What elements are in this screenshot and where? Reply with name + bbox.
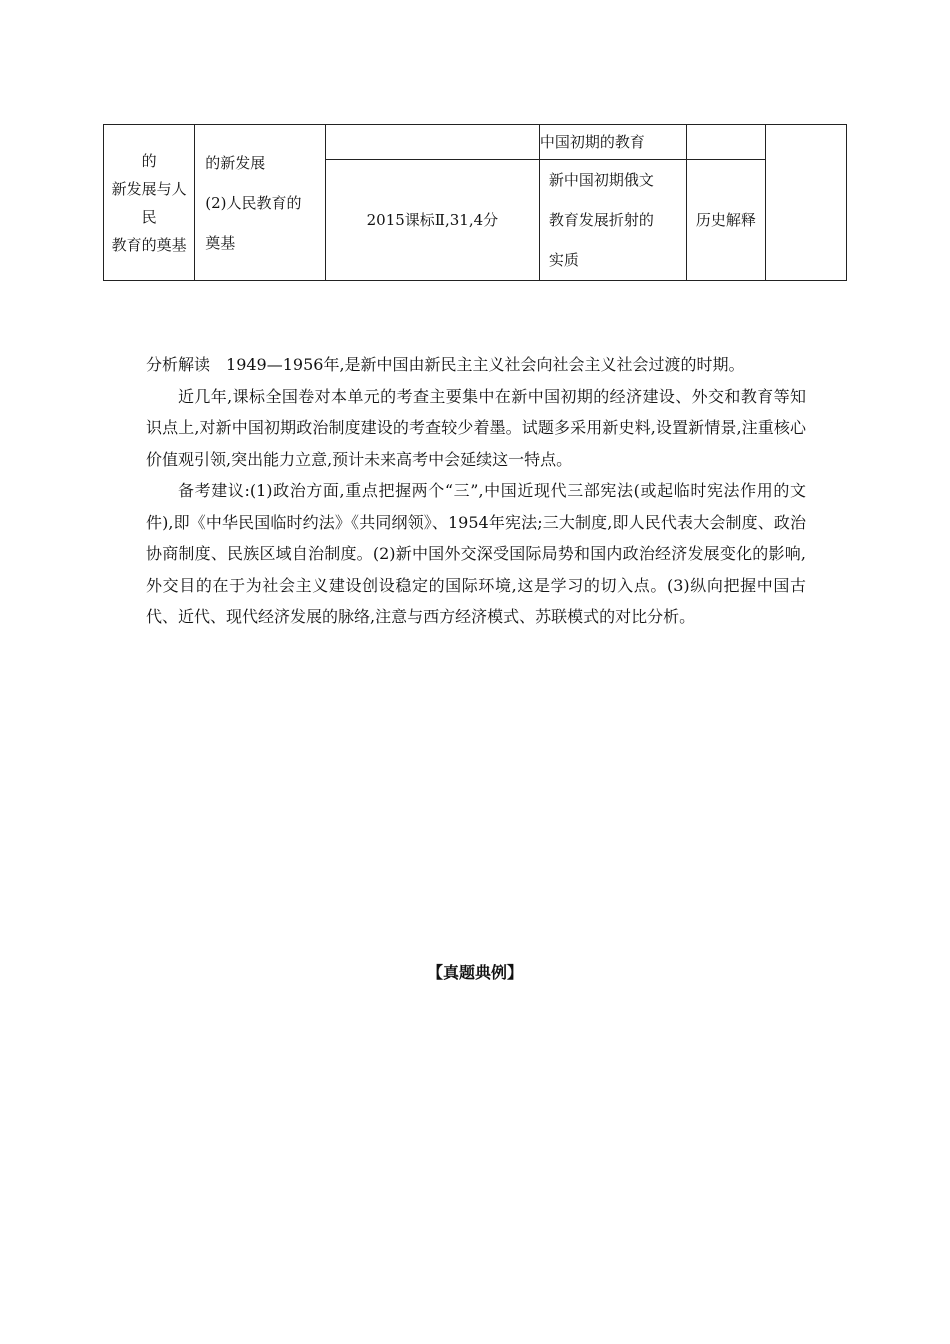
unit-line: 教育的奠基	[111, 235, 187, 254]
analysis-paragraph: 近几年,课标全国卷对本单元的考查主要集中在新中国初期的经济建设、外交和教育等知识点上,对新中国初期政治制度建设的考查较少着墨。试题多采用新史料,设置新情景,注重核心价值观引领,突出能力立意,预计未来高考中会延续这一特点。	[146, 386, 806, 469]
source-cell-empty	[325, 125, 539, 160]
extra-cell	[765, 125, 846, 281]
section-title: 【真题典例】	[426, 963, 523, 982]
unit-line: 民	[141, 207, 157, 226]
table-row	[104, 125, 847, 160]
unit-line: 的	[141, 151, 157, 170]
point-line: (2)人民教育的	[205, 193, 302, 212]
source-cell: 2015课标Ⅱ,31,4分	[325, 160, 539, 281]
study-advice-paragraph: 备考建议:(1)政治方面,重点把握两个“三”,中国近现代三部宪法(或起临时宪法作用的文件),即《中华民国临时约法》《共同纲领》、1954年宪法;三大制度,即人民代表大会制度、政治协商制度、民族区域自治制度。(2)新中国外交深受国际局势和国内政治经济发展变化的影响,外交目的在于为社会主义建设创设稳定的国际环境,这是学习的切入点。(3)纵向把握中国古代、近代、现代经济发展的脉络,注意与西方经济模式、苏联模式的对比分析。	[146, 481, 806, 626]
analysis-label: 分析解读	[146, 355, 211, 374]
exam-table	[103, 124, 847, 281]
topic-cell: 中国初期的教育	[539, 125, 686, 160]
topic-cell	[539, 160, 686, 281]
ability-cell-empty	[686, 125, 765, 160]
analysis-section	[146, 349, 806, 633]
analysis-lead-text: 1949—1956年,是新中国由新民主主义社会向社会主义社会过渡的时期。	[226, 355, 745, 374]
ability-cell: 历史解释	[686, 160, 765, 281]
unit-cell	[104, 125, 195, 281]
topic-line: 实质	[548, 251, 579, 269]
topic-line: 教育发展折射的	[548, 211, 654, 229]
analysis-lead	[146, 349, 806, 381]
unit-line: 新发展与人	[111, 179, 187, 198]
topic-line: 新中国初期俄文	[548, 171, 654, 189]
point-line: 奠基	[205, 233, 236, 252]
point-line: 的新发展	[205, 153, 266, 172]
knowledge-point-cell	[195, 125, 326, 281]
